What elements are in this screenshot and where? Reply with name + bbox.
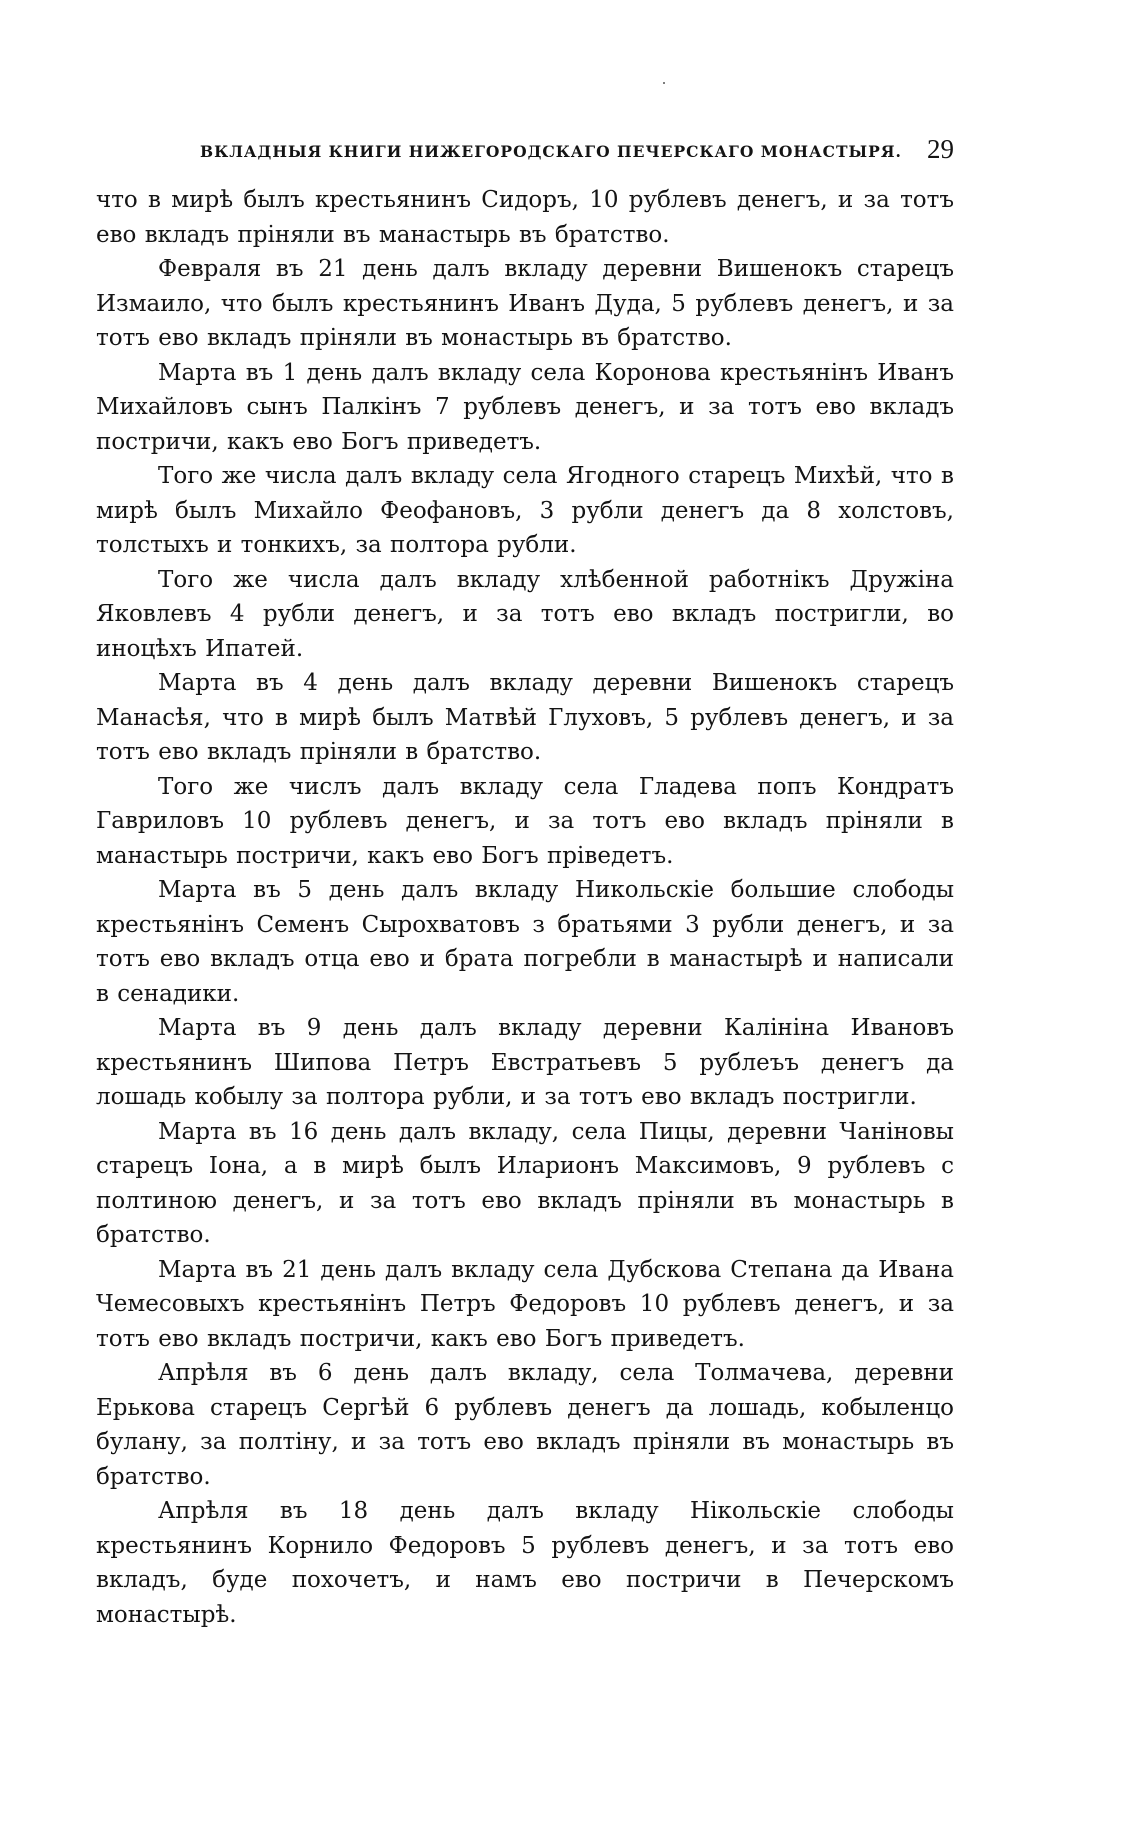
paragraph: Того же числа далъ вкладу села Ягодного старецъ Михѣй, что в мирѣ былъ Михайло Феофановъ, 3 рубли денегъ да 8 холстовъ, толстыхъ и тонкихъ, за полтора рубли. (96, 463, 954, 558)
paragraph: Марта въ 4 день далъ вкладу деревни Вишенокъ старецъ Манасѣя, что в мирѣ былъ Матвѣй Глуховъ, 5 рублевъ денегъ, и за тотъ ево вкладъ пріняли в братство. (96, 670, 954, 765)
page-number: 29 (927, 134, 954, 164)
paragraph: Февраля въ 21 день далъ вкладу деревни Вишенокъ старецъ Измаило, что былъ крестьянинъ Иванъ Дуда, 5 рублевъ денегъ, и за тотъ ево вкладъ пріняли въ монастырь въ братство. (96, 256, 954, 351)
page-header (96, 134, 954, 170)
paragraph: Марта въ 16 день далъ вкладу, села Пицы, деревни Чаніновы старецъ Іона, а в мирѣ былъ Иларионъ Максимовъ, 9 рублевъ с полтиною денегъ, и за тотъ ево вкладъ пріняли въ монастырь в братство. (96, 1118, 954, 1248)
body-text (96, 183, 954, 1632)
paragraph: Марта въ 21 день далъ вкладу села Дубскова Степана да Ивана Чемесовыхъ крестьянінъ Петръ Федоровъ 10 рублевъ денегъ, и за тотъ ево вкладъ постричи, какъ ево Богъ приведетъ. (96, 1256, 954, 1352)
paragraph: Апрѣля въ 6 день далъ вкладу, села Толмачева, деревни Ерькова старецъ Сергѣй 6 рублевъ денегъ да лошадь, кобыленцо булану, за полтіну, и за тотъ ево вкладъ пріняли въ монастырь въ братство. (96, 1360, 954, 1490)
paragraph: Марта въ 5 день далъ вкладу Никольскіе большие слободы крестьянінъ Семенъ Сырохватовъ з братьями 3 рубли денегъ, и за тотъ ево вкладъ отца ево и брата погребли в манастырѣ и написали в сенадики. (96, 877, 954, 1007)
paragraph: Того же числъ далъ вкладу села Гладева попъ Кондратъ Гавриловъ 10 рублевъ денегъ, и за тотъ ево вкладъ пріняли в манастырь постричи, какъ ево Богъ пріведетъ. (96, 773, 954, 869)
paragraph: Марта въ 1 день далъ вкладу села Коронова крестьянінъ Иванъ Михайловъ сынъ Палкінъ 7 рублевъ денегъ, и за тотъ ево вкладъ постричи, какъ ево Богъ приведетъ. (96, 359, 954, 455)
paragraph-continuation: что в мирѣ былъ крестьянинъ Сидоръ, 10 рублевъ денегъ, и за тотъ ево вкладъ пріняли въ манастырь въ братство. (96, 187, 954, 248)
running-title: ВКЛАДНЫЯ КНИГИ НИЖЕГОРОДСКАГО ПЕЧЕРСКАГО МОНАСТЫРЯ. (200, 142, 902, 161)
paragraph: Того же числа далъ вкладу хлѣбенной работнікъ Дружіна Яковлевъ 4 рубли денегъ, и за тотъ ево вкладъ постригли, во иноцѣхъ Ипатей. (96, 566, 954, 662)
paragraph: Марта въ 9 день далъ вкладу деревни Калініна Ивановъ крестьянинъ Шипова Петръ Евстратьевъ 5 рублеъъ денегъ да лошадь кобылу за полтора рубли, и за тотъ ево вкладъ постригли. (96, 1015, 954, 1110)
paragraph: Апрѣля въ 18 день далъ вкладу Нікольскіе слободы крестьянинъ Корнило Федоровъ 5 рублевъ денегъ, и за тотъ ево вкладъ, буде похочетъ, и намъ ево постричи в Печерскомъ монастырѣ. (96, 1498, 954, 1628)
print-speck (663, 82, 665, 84)
